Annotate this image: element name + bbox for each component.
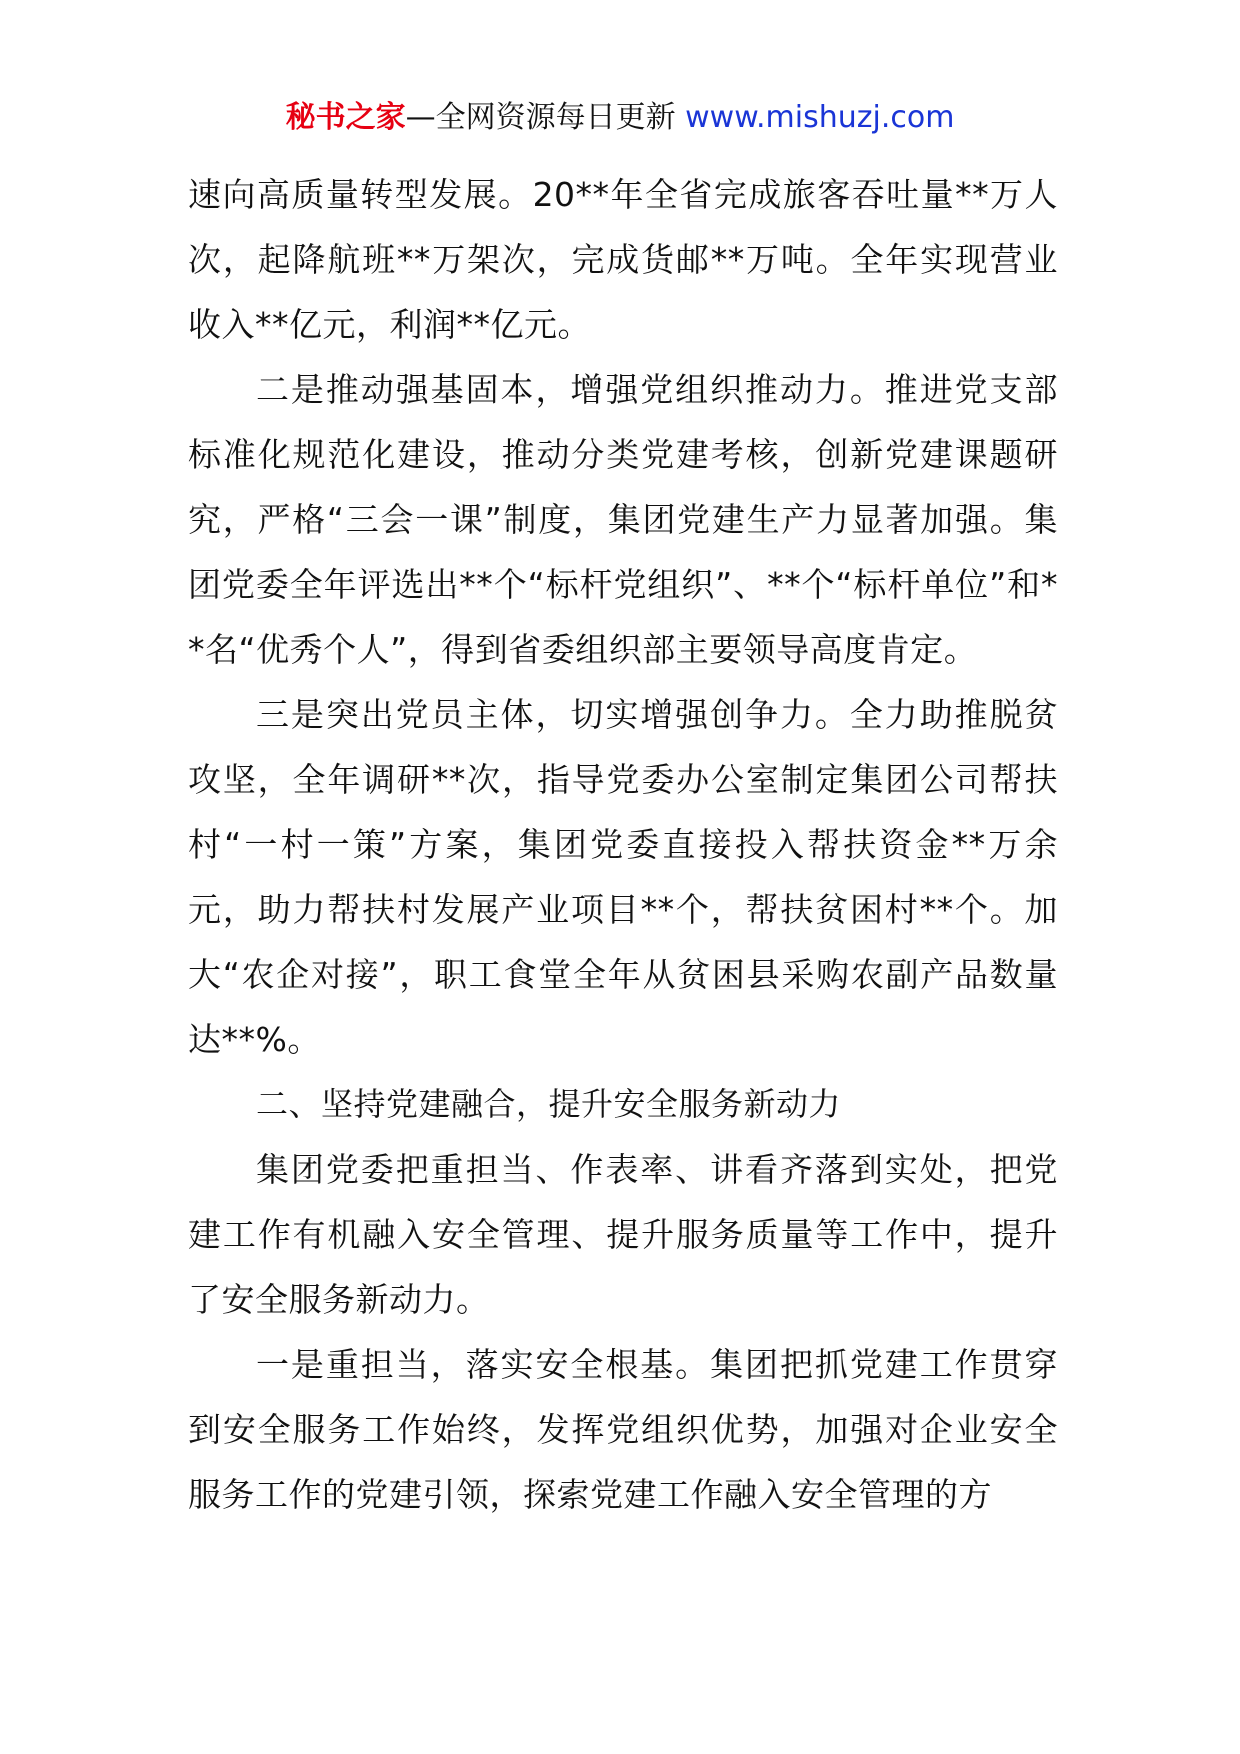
paragraph-point-two: 二是推动强基固本，增强党组织推动力。推进党支部标准化规范化建设，推动分类党建考核，创新党建课题研究，严格“三会一课”制度，集团党建生产力显著加强。集团党委全年评选出**个“标杆党组织”、**个“标杆单位”和**名“优秀个人”，得到省委组织部主要领导高度肯定。 (188, 370, 1058, 669)
site-url-link[interactable]: www.mishuzj.com (685, 100, 955, 135)
section-heading: 二、坚持党建融合，提升安全服务新动力 (256, 1085, 842, 1123)
paragraph-point-three: 三是突出党员主体，切实增强创争力。全力助推脱贫攻坚，全年调研**次，指导党委办公室制定集团公司帮扶村“一村一策”方案，集团党委直接投入帮扶资金**万余元，助力帮扶村发展产业项目**个，帮扶贫困村**个。加大“农企对接”，职工食堂全年从贫困县采购农副产品数量达**%。 (188, 695, 1058, 1059)
paragraph-continuation: 速向高质量转型发展。20**年全省完成旅客吞吐量**万人次，起降航班**万架次，完成货邮**万吨。全年实现营业收入**亿元，利润**亿元。 (188, 175, 1058, 344)
paragraph-point-one: 一是重担当，落实安全根基。集团把抓党建工作贯穿到安全服务工作始终，发挥党组织优势，加强对企业安全服务工作的党建引领，探索党建工作融入安全管理的方 (188, 1345, 1058, 1514)
document-body (188, 162, 1058, 1527)
header-tagline: —全网资源每日更新 (405, 100, 686, 135)
site-header (0, 98, 1240, 138)
paragraph-section-intro: 集团党委把重担当、作表率、讲看齐落到实处，把党建工作有机融入安全管理、提升服务质量等工作中，提升了安全服务新动力。 (188, 1150, 1058, 1319)
brand-name: 秘书之家 (285, 100, 406, 135)
